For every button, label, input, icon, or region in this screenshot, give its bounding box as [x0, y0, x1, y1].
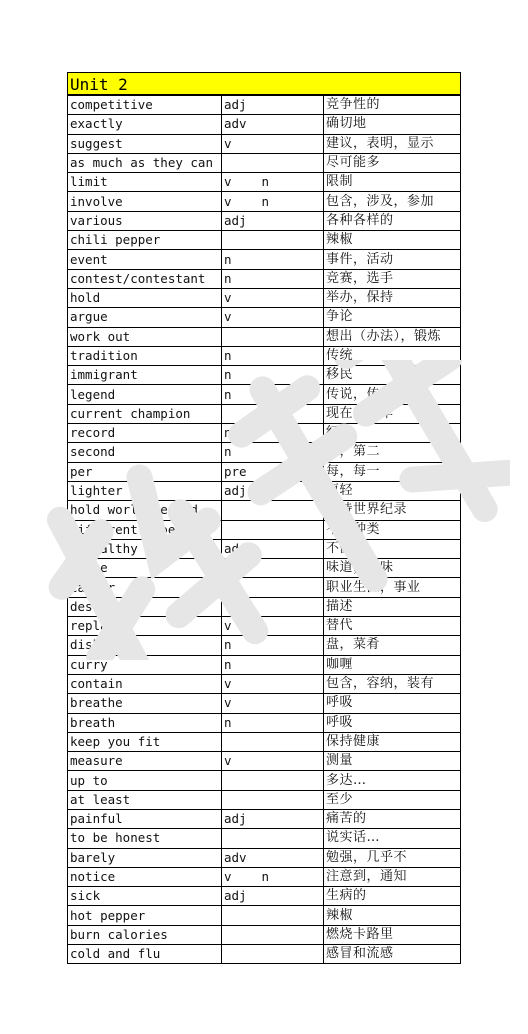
term-cell[interactable]: sick [68, 887, 222, 906]
part-of-speech: n [261, 193, 270, 209]
term-cell[interactable]: second [68, 443, 222, 462]
vocab-row [68, 597, 461, 616]
part-of-speech-cell[interactable] [222, 597, 324, 616]
part-of-speech: n [224, 251, 232, 267]
term-cell[interactable]: notice [68, 867, 222, 886]
part-of-speech-cell[interactable] [222, 443, 324, 462]
term-cell[interactable]: up to [68, 771, 222, 790]
vocab-row [68, 925, 461, 944]
term-cell[interactable]: suggest [68, 134, 222, 153]
part-of-speech: n [224, 560, 232, 576]
vocab-row [68, 636, 461, 655]
chinese-meaning-cell[interactable]: 痛苦的 [324, 809, 461, 828]
part-of-speech: adj [224, 811, 247, 827]
part-of-speech-cell[interactable] [222, 848, 324, 867]
term-cell[interactable]: various [68, 211, 222, 230]
vocab-row [68, 366, 461, 385]
part-of-speech: v [224, 598, 232, 614]
chinese-meaning-cell[interactable]: 事件，活动 [324, 250, 461, 269]
term-cell[interactable]: per [68, 462, 222, 481]
part-of-speech-cell[interactable] [222, 404, 324, 423]
part-of-speech-cell[interactable] [222, 655, 324, 674]
term-cell[interactable]: painful [68, 809, 222, 828]
term-cell[interactable]: breathe [68, 694, 222, 713]
part-of-speech: v [224, 193, 232, 209]
vocab-row [68, 674, 461, 693]
part-of-speech: v [224, 290, 232, 306]
vocab-row [68, 192, 461, 211]
part-of-speech-cell[interactable] [222, 732, 324, 751]
vocab-row [68, 250, 461, 269]
chinese-meaning-cell[interactable]: 举办，保持 [324, 288, 461, 307]
chinese-meaning-cell[interactable]: 尽可能多 [324, 153, 461, 172]
part-of-speech: n [261, 869, 270, 885]
term-cell[interactable]: competitive [68, 96, 222, 115]
part-of-speech: n [261, 174, 270, 190]
term-cell[interactable]: tradition [68, 346, 222, 365]
chinese-meaning-cell[interactable]: 纪录 [324, 424, 461, 443]
term-cell[interactable]: contain [68, 674, 222, 693]
term-cell[interactable]: burn calories [68, 925, 222, 944]
chinese-meaning-cell[interactable]: 现在的冠军 [324, 404, 461, 423]
term-cell[interactable]: chili pepper [68, 231, 222, 250]
term-cell[interactable]: hold world record [68, 501, 222, 520]
part-of-speech: pre [224, 463, 247, 479]
part-of-speech: v [224, 753, 232, 769]
term-cell[interactable]: measure [68, 752, 222, 771]
vocab-row [68, 520, 461, 539]
part-of-speech-cell[interactable] [222, 617, 324, 636]
chinese-meaning-cell[interactable]: 不同种类 [324, 520, 461, 539]
chinese-meaning-cell[interactable]: 保持健康 [324, 732, 461, 751]
part-of-speech-cell[interactable] [222, 327, 324, 346]
part-of-speech-cell[interactable] [222, 308, 324, 327]
part-of-speech-cell[interactable] [222, 250, 324, 269]
chinese-meaning-cell[interactable]: 注意到，通知 [324, 867, 461, 886]
vocab-row [68, 829, 461, 848]
part-of-speech-cell[interactable] [222, 153, 324, 172]
chinese-meaning-cell[interactable]: 各种各样的 [324, 211, 461, 230]
part-of-speech-cell[interactable] [222, 578, 324, 597]
vocab-row [68, 867, 461, 886]
chinese-meaning-cell[interactable]: 味道，品味 [324, 559, 461, 578]
part-of-speech-cell[interactable] [222, 269, 324, 288]
vocab-row [68, 771, 461, 790]
vocab-row [68, 327, 461, 346]
part-of-speech-cell[interactable] [222, 945, 324, 964]
vocab-row [68, 732, 461, 751]
term-cell[interactable]: lighter [68, 481, 222, 500]
part-of-speech: adj [224, 483, 247, 499]
vocab-row [68, 945, 461, 964]
term-cell[interactable]: barely [68, 848, 222, 867]
chinese-meaning-cell[interactable]: 呼吸 [324, 694, 461, 713]
part-of-speech-cell[interactable] [222, 192, 324, 211]
chinese-meaning-cell[interactable]: 勉强，几乎不 [324, 848, 461, 867]
vocab-row [68, 539, 461, 558]
part-of-speech-cell[interactable] [222, 790, 324, 809]
term-cell[interactable]: cold and flu [68, 945, 222, 964]
chinese-meaning-cell[interactable]: 感冒和流感 [324, 945, 461, 964]
part-of-speech: n [224, 444, 232, 460]
part-of-speech: n [224, 425, 232, 441]
vocab-row [68, 308, 461, 327]
chinese-meaning-cell[interactable]: 建议，表明，显示 [324, 134, 461, 153]
vocab-row [68, 752, 461, 771]
part-of-speech: adj [224, 97, 247, 113]
part-of-speech: n [224, 386, 232, 402]
term-cell[interactable]: hot pepper [68, 906, 222, 925]
part-of-speech: v [224, 135, 232, 151]
part-of-speech: n [224, 579, 232, 595]
chinese-meaning-cell[interactable]: 呼吸 [324, 713, 461, 732]
part-of-speech-cell[interactable] [222, 520, 324, 539]
chinese-meaning-cell[interactable]: 竞赛，选手 [324, 269, 461, 288]
part-of-speech: n [224, 270, 232, 286]
term-cell[interactable]: to be honest [68, 829, 222, 848]
chinese-meaning-cell[interactable]: 保持世界纪录 [324, 501, 461, 520]
term-cell[interactable]: career [68, 578, 222, 597]
part-of-speech-cell[interactable] [222, 867, 324, 886]
part-of-speech-cell[interactable] [222, 96, 324, 115]
vocab-row [68, 385, 461, 404]
chinese-meaning-cell[interactable]: 职业生涯，事业 [324, 578, 461, 597]
vocabulary-table [67, 95, 461, 964]
term-cell[interactable]: record [68, 424, 222, 443]
vocab-row [68, 134, 461, 153]
chinese-meaning-cell[interactable]: 至少 [324, 790, 461, 809]
part-of-speech: adj [224, 540, 247, 556]
chinese-meaning-cell[interactable]: 限制 [324, 173, 461, 192]
chinese-meaning-cell[interactable]: 想出（办法），锻炼 [324, 327, 461, 346]
chinese-meaning-cell[interactable]: 辣椒 [324, 231, 461, 250]
chinese-meaning-cell[interactable]: 盘，菜肴 [324, 636, 461, 655]
part-of-speech-cell[interactable] [222, 346, 324, 365]
part-of-speech: adv [224, 116, 247, 132]
term-cell[interactable]: argue [68, 308, 222, 327]
chinese-meaning-cell[interactable]: 测量 [324, 752, 461, 771]
chinese-meaning-cell[interactable]: 秒，第二 [324, 443, 461, 462]
part-of-speech-cell[interactable] [222, 636, 324, 655]
part-of-speech-cell[interactable] [222, 424, 324, 443]
vocab-row [68, 481, 461, 500]
part-of-speech: adj [224, 888, 247, 904]
part-of-speech-cell[interactable] [222, 539, 324, 558]
vocab-row [68, 694, 461, 713]
vocab-row [68, 655, 461, 674]
part-of-speech: v [224, 309, 232, 325]
chinese-meaning-cell[interactable]: 不健康 [324, 539, 461, 558]
part-of-speech: v [224, 618, 232, 634]
vocab-row [68, 231, 461, 250]
part-of-speech-cell[interactable] [222, 288, 324, 307]
term-cell[interactable]: keep you fit [68, 732, 222, 751]
vocab-row [68, 288, 461, 307]
vocab-row [68, 211, 461, 230]
term-cell[interactable]: at least [68, 790, 222, 809]
term-cell[interactable]: different types [68, 520, 222, 539]
vocab-row [68, 115, 461, 134]
term-cell[interactable]: current champion [68, 404, 222, 423]
term-cell[interactable]: unhealthy [68, 539, 222, 558]
term-cell[interactable]: exactly [68, 115, 222, 134]
vocab-row [68, 887, 461, 906]
chinese-meaning-cell[interactable]: 多达… [324, 771, 461, 790]
chinese-meaning-cell[interactable]: 竞争性的 [324, 96, 461, 115]
part-of-speech-cell[interactable] [222, 809, 324, 828]
part-of-speech-cell[interactable] [222, 211, 324, 230]
term-cell[interactable]: hold [68, 288, 222, 307]
vocab-row [68, 153, 461, 172]
part-of-speech-cell[interactable] [222, 501, 324, 520]
term-cell[interactable]: describe [68, 597, 222, 616]
chinese-meaning-cell[interactable]: 确切地 [324, 115, 461, 134]
part-of-speech-cell[interactable] [222, 366, 324, 385]
part-of-speech-cell[interactable] [222, 173, 324, 192]
term-cell[interactable]: limit [68, 173, 222, 192]
vocabulary-sheet [67, 72, 461, 964]
chinese-meaning-cell[interactable]: 说实话… [324, 829, 461, 848]
term-cell[interactable]: immigrant [68, 366, 222, 385]
vocab-row [68, 713, 461, 732]
part-of-speech-cell[interactable] [222, 385, 324, 404]
unit-title[interactable]: Unit 2 [67, 72, 461, 95]
part-of-speech-cell[interactable] [222, 829, 324, 848]
vocab-row [68, 617, 461, 636]
part-of-speech: v [224, 695, 232, 711]
part-of-speech-cell[interactable] [222, 115, 324, 134]
part-of-speech-cell[interactable] [222, 231, 324, 250]
chinese-meaning-cell[interactable]: 每，每一 [324, 462, 461, 481]
part-of-speech-cell[interactable] [222, 462, 324, 481]
part-of-speech: adj [224, 212, 247, 228]
vocab-row [68, 424, 461, 443]
vocab-row [68, 96, 461, 115]
term-cell[interactable]: work out [68, 327, 222, 346]
part-of-speech-cell[interactable] [222, 752, 324, 771]
vocab-row [68, 501, 461, 520]
part-of-speech-cell[interactable] [222, 694, 324, 713]
term-cell[interactable]: dish [68, 636, 222, 655]
term-cell[interactable]: as much as they can [68, 153, 222, 172]
vocab-row [68, 269, 461, 288]
part-of-speech-cell[interactable] [222, 713, 324, 732]
chinese-meaning-cell[interactable]: 替代 [324, 617, 461, 636]
part-of-speech: v [224, 174, 232, 190]
vocab-row [68, 906, 461, 925]
chinese-meaning-cell[interactable]: 传说，传奇 [324, 385, 461, 404]
term-cell[interactable]: breath [68, 713, 222, 732]
chinese-meaning-cell[interactable]: 移民 [324, 366, 461, 385]
vocab-row [68, 443, 461, 462]
part-of-speech: n [224, 656, 232, 672]
chinese-meaning-cell[interactable]: 更轻 [324, 481, 461, 500]
vocab-row [68, 790, 461, 809]
part-of-speech-cell[interactable] [222, 925, 324, 944]
term-cell[interactable]: curry [68, 655, 222, 674]
term-cell[interactable]: taste [68, 559, 222, 578]
vocab-row [68, 809, 461, 828]
part-of-speech-cell[interactable] [222, 887, 324, 906]
term-cell[interactable]: event [68, 250, 222, 269]
chinese-meaning-cell[interactable]: 包含，涉及，参加 [324, 192, 461, 211]
part-of-speech: adv [224, 849, 247, 865]
term-cell[interactable]: legend [68, 385, 222, 404]
vocab-row [68, 848, 461, 867]
vocab-row [68, 462, 461, 481]
term-cell[interactable]: involve [68, 192, 222, 211]
chinese-meaning-cell[interactable]: 燃烧卡路里 [324, 925, 461, 944]
term-cell[interactable]: replace [68, 617, 222, 636]
part-of-speech: n [224, 348, 232, 363]
term-cell[interactable]: contest/contestant [68, 269, 222, 288]
part-of-speech: n [224, 637, 232, 653]
part-of-speech-cell[interactable] [222, 771, 324, 790]
chinese-meaning-cell[interactable]: 包含，容纳，装有 [324, 674, 461, 693]
chinese-meaning-cell[interactable]: 咖喱 [324, 655, 461, 674]
vocab-row [68, 404, 461, 423]
chinese-meaning-cell[interactable]: 争论 [324, 308, 461, 327]
vocab-row [68, 173, 461, 192]
vocab-row [68, 578, 461, 597]
part-of-speech: n [224, 367, 232, 383]
part-of-speech: v [224, 869, 232, 885]
vocab-row [68, 559, 461, 578]
chinese-meaning-cell[interactable]: 描述 [324, 597, 461, 616]
part-of-speech-cell[interactable] [222, 481, 324, 500]
part-of-speech-cell[interactable] [222, 559, 324, 578]
chinese-meaning-cell[interactable]: 辣椒 [324, 906, 461, 925]
part-of-speech: n [224, 714, 232, 730]
part-of-speech-cell[interactable] [222, 906, 324, 925]
part-of-speech: v [224, 676, 232, 692]
chinese-meaning-cell[interactable]: 传统 [324, 346, 461, 365]
vocab-row [68, 346, 461, 365]
part-of-speech-cell[interactable] [222, 674, 324, 693]
part-of-speech-cell[interactable] [222, 134, 324, 153]
chinese-meaning-cell[interactable]: 生病的 [324, 887, 461, 906]
